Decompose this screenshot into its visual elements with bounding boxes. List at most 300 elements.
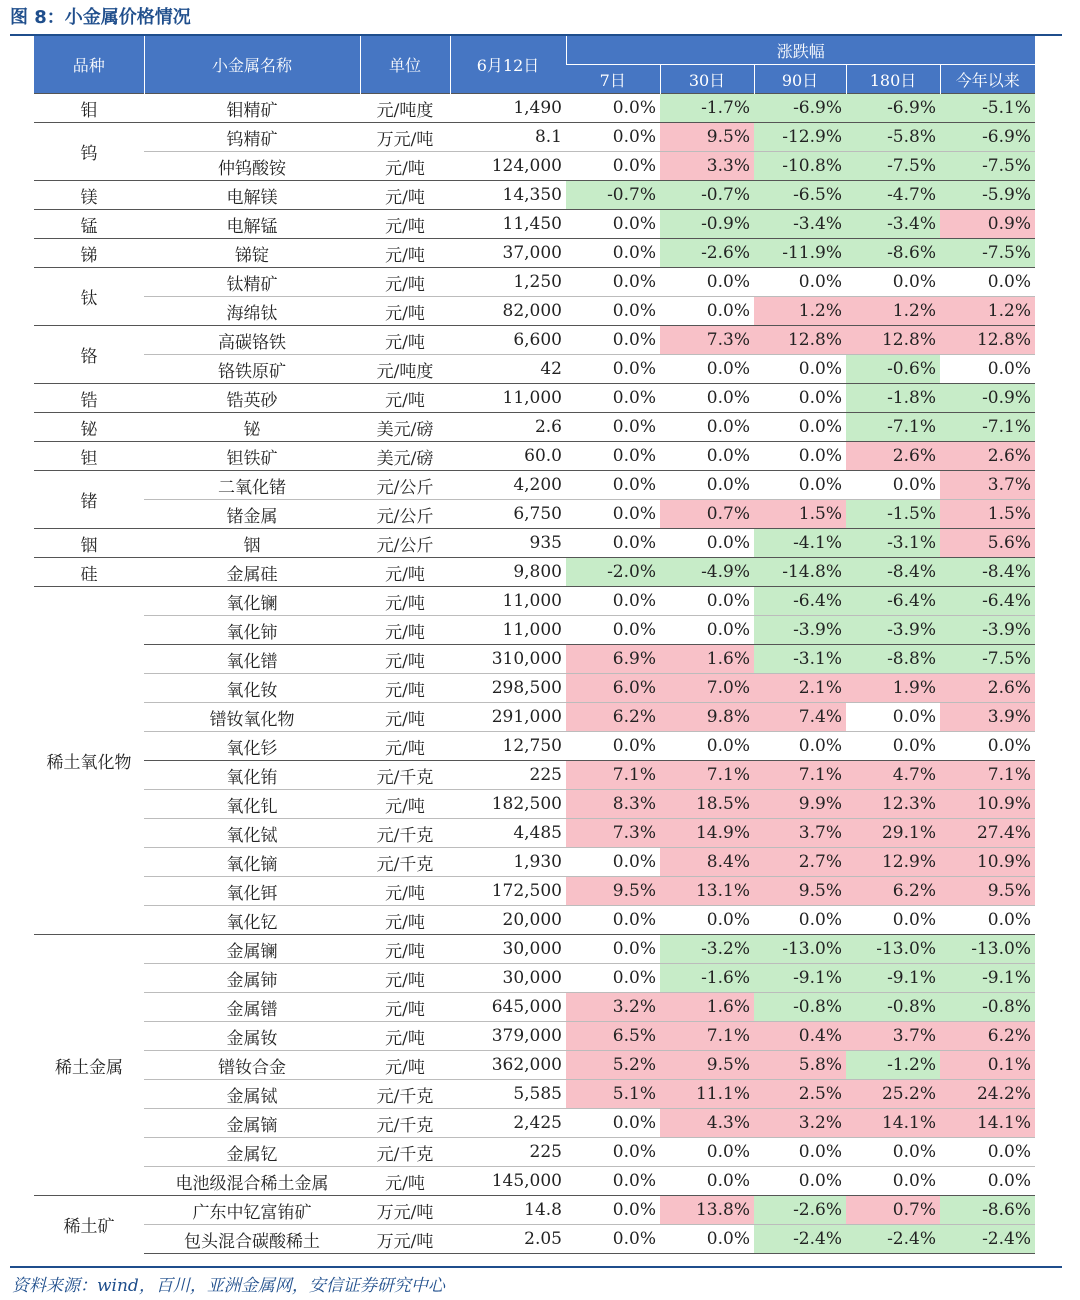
category-cell: 钼 (34, 94, 144, 123)
unit-cell: 元/吨度 (360, 94, 450, 123)
change-cell: 0.0% (566, 471, 660, 500)
metal-name: 金属铽 (144, 1080, 360, 1109)
unit-cell: 元/吨 (360, 877, 450, 906)
table-row (34, 935, 1035, 964)
metal-name: 二氧化锗 (144, 471, 360, 500)
price-cell: 60.0 (450, 442, 566, 471)
change-cell: -0.7% (566, 181, 660, 210)
change-cell: 0.0% (846, 471, 940, 500)
table-row (34, 645, 1035, 674)
category-cell: 镁 (34, 181, 144, 210)
price-cell: 20,000 (450, 906, 566, 935)
change-cell: 3.7% (940, 471, 1035, 500)
table-row (34, 732, 1035, 761)
change-cell: 0.0% (566, 326, 660, 355)
change-cell: 9.5% (566, 877, 660, 906)
change-cell: 12.8% (846, 326, 940, 355)
table-row (34, 326, 1035, 355)
metal-name: 铟 (144, 529, 360, 558)
change-cell: -6.9% (754, 94, 846, 123)
unit-cell: 元/吨 (360, 1167, 450, 1196)
change-cell: 18.5% (660, 790, 754, 819)
change-cell: -2.6% (754, 1196, 846, 1225)
metal-name: 钛精矿 (144, 268, 360, 297)
change-cell: 0.0% (754, 355, 846, 384)
change-cell: -2.4% (940, 1225, 1035, 1254)
change-cell: 0.7% (846, 1196, 940, 1225)
header-unit: 单位 (360, 36, 450, 94)
table-row (34, 471, 1035, 500)
metal-name: 钽铁矿 (144, 442, 360, 471)
change-cell: 0.0% (754, 1167, 846, 1196)
change-cell: 0.0% (566, 384, 660, 413)
change-cell: -12.9% (754, 123, 846, 152)
change-cell: 3.7% (754, 819, 846, 848)
category-cell: 锰 (34, 210, 144, 239)
price-cell: 310,000 (450, 645, 566, 674)
change-cell: 14.1% (846, 1109, 940, 1138)
change-cell: 0.1% (940, 1051, 1035, 1080)
price-cell: 225 (450, 761, 566, 790)
change-cell: 0.0% (566, 1138, 660, 1167)
metal-name: 电解锰 (144, 210, 360, 239)
table-row (34, 355, 1035, 384)
change-cell: 1.6% (660, 993, 754, 1022)
change-cell: -5.9% (940, 181, 1035, 210)
metal-name: 金属镧 (144, 935, 360, 964)
price-cell: 12,750 (450, 732, 566, 761)
table-row (34, 790, 1035, 819)
change-cell: 12.8% (940, 326, 1035, 355)
unit-cell: 元/吨 (360, 790, 450, 819)
change-cell: 27.4% (940, 819, 1035, 848)
change-cell: -6.4% (940, 587, 1035, 616)
metal-name: 锑锭 (144, 239, 360, 268)
change-cell: 0.0% (940, 732, 1035, 761)
change-cell: 10.9% (940, 790, 1035, 819)
metal-name: 金属钇 (144, 1138, 360, 1167)
change-cell: -13.0% (846, 935, 940, 964)
price-cell: 4,200 (450, 471, 566, 500)
change-cell: 0.0% (660, 471, 754, 500)
change-cell: 13.1% (660, 877, 754, 906)
change-cell: -3.9% (754, 616, 846, 645)
change-cell: 25.2% (846, 1080, 940, 1109)
change-cell: -13.0% (940, 935, 1035, 964)
category-cell: 铋 (34, 413, 144, 442)
unit-cell: 元/吨 (360, 616, 450, 645)
metal-name: 金属铈 (144, 964, 360, 993)
change-cell: 6.2% (940, 1022, 1035, 1051)
change-cell: 1.6% (660, 645, 754, 674)
change-cell: 5.6% (940, 529, 1035, 558)
metal-name: 电解镁 (144, 181, 360, 210)
price-cell: 291,000 (450, 703, 566, 732)
change-cell: 9.5% (660, 1051, 754, 1080)
change-cell: 0.0% (940, 1167, 1035, 1196)
change-cell: 7.1% (660, 1022, 754, 1051)
price-cell: 6,750 (450, 500, 566, 529)
change-cell: -13.0% (754, 935, 846, 964)
change-cell: -6.5% (754, 181, 846, 210)
unit-cell: 元/千克 (360, 819, 450, 848)
table-row (34, 152, 1035, 181)
price-cell: 82,000 (450, 297, 566, 326)
metal-name: 锆英砂 (144, 384, 360, 413)
metal-name: 氧化镝 (144, 848, 360, 877)
metal-name: 高碳铬铁 (144, 326, 360, 355)
metal-name: 氧化镧 (144, 587, 360, 616)
metal-name: 氧化镨 (144, 645, 360, 674)
change-cell: 0.0% (754, 1138, 846, 1167)
unit-cell: 元/吨 (360, 1022, 450, 1051)
change-cell: 7.1% (940, 761, 1035, 790)
change-cell: -3.4% (846, 210, 940, 239)
change-cell: 1.5% (754, 500, 846, 529)
change-cell: 6.2% (566, 703, 660, 732)
table-row (34, 877, 1035, 906)
change-cell: -0.9% (940, 384, 1035, 413)
change-cell: 7.3% (566, 819, 660, 848)
table-row (34, 384, 1035, 413)
table-row (34, 1138, 1035, 1167)
change-cell: 7.0% (660, 674, 754, 703)
change-cell: -1.5% (846, 500, 940, 529)
unit-cell: 元/千克 (360, 1080, 450, 1109)
change-cell: -9.1% (754, 964, 846, 993)
change-cell: 0.4% (754, 1022, 846, 1051)
table-row (34, 268, 1035, 297)
price-cell: 6,600 (450, 326, 566, 355)
price-cell: 935 (450, 529, 566, 558)
change-cell: -2.0% (566, 558, 660, 587)
change-cell: 2.7% (754, 848, 846, 877)
change-cell: 14.1% (940, 1109, 1035, 1138)
metal-name: 氧化钕 (144, 674, 360, 703)
change-cell: -1.2% (846, 1051, 940, 1080)
change-cell: 0.0% (846, 1138, 940, 1167)
col-ytd: 今年以来 (940, 65, 1035, 94)
change-cell: 11.1% (660, 1080, 754, 1109)
price-cell: 145,000 (450, 1167, 566, 1196)
change-cell: 9.5% (940, 877, 1035, 906)
metal-name: 电池级混合稀土金属 (144, 1167, 360, 1196)
price-cell: 30,000 (450, 964, 566, 993)
change-cell: 2.6% (940, 674, 1035, 703)
category-cell: 稀土氧化物 (34, 587, 144, 935)
change-cell: 0.0% (566, 587, 660, 616)
change-cell: 5.8% (754, 1051, 846, 1080)
metal-name: 金属镝 (144, 1109, 360, 1138)
change-cell: 0.0% (566, 529, 660, 558)
table-row (34, 674, 1035, 703)
unit-cell: 元/公斤 (360, 529, 450, 558)
bottom-rule (10, 1266, 1062, 1268)
change-cell: 12.3% (846, 790, 940, 819)
change-cell: -0.6% (846, 355, 940, 384)
price-cell: 42 (450, 355, 566, 384)
change-cell: -0.9% (660, 210, 754, 239)
unit-cell: 元/吨度 (360, 355, 450, 384)
change-cell: -5.1% (940, 94, 1035, 123)
change-cell: 0.0% (566, 442, 660, 471)
change-cell: -9.1% (846, 964, 940, 993)
change-cell: -3.4% (754, 210, 846, 239)
unit-cell: 元/吨 (360, 1051, 450, 1080)
change-cell: -8.4% (846, 558, 940, 587)
metal-name: 铬铁原矿 (144, 355, 360, 384)
change-cell: -4.1% (754, 529, 846, 558)
change-cell: 0.0% (846, 1167, 940, 1196)
change-cell: -7.1% (940, 413, 1035, 442)
col-180d: 180日 (846, 65, 940, 94)
unit-cell: 元/千克 (360, 848, 450, 877)
change-cell: -7.5% (940, 645, 1035, 674)
change-cell: 0.0% (566, 848, 660, 877)
change-cell: 1.2% (940, 297, 1035, 326)
change-cell: 3.9% (940, 703, 1035, 732)
change-cell: 0.0% (940, 1138, 1035, 1167)
change-cell: 0.0% (660, 297, 754, 326)
change-cell: -10.8% (754, 152, 846, 181)
metal-name: 广东中钇富铕矿 (144, 1196, 360, 1225)
change-cell: -8.8% (846, 645, 940, 674)
price-cell: 182,500 (450, 790, 566, 819)
change-cell: -2.6% (660, 239, 754, 268)
change-cell: -1.6% (660, 964, 754, 993)
table-row (34, 181, 1035, 210)
change-cell: 0.0% (660, 1167, 754, 1196)
metal-name: 仲钨酸铵 (144, 152, 360, 181)
table-row (34, 964, 1035, 993)
change-cell: 0.0% (660, 413, 754, 442)
price-cell: 11,000 (450, 384, 566, 413)
change-cell: 0.9% (940, 210, 1035, 239)
change-cell: 8.3% (566, 790, 660, 819)
change-cell: 0.0% (846, 732, 940, 761)
change-cell: 0.0% (566, 500, 660, 529)
price-cell: 1,250 (450, 268, 566, 297)
change-cell: 10.9% (940, 848, 1035, 877)
table-body (34, 94, 1035, 1254)
change-cell: 0.0% (660, 906, 754, 935)
unit-cell: 元/吨 (360, 587, 450, 616)
category-cell: 稀土金属 (34, 935, 144, 1196)
change-cell: -3.2% (660, 935, 754, 964)
col-90d: 90日 (754, 65, 846, 94)
change-cell: 7.4% (754, 703, 846, 732)
change-cell: 2.1% (754, 674, 846, 703)
unit-cell: 元/吨 (360, 935, 450, 964)
metal-name: 氧化铽 (144, 819, 360, 848)
change-cell: 29.1% (846, 819, 940, 848)
table-row (34, 1167, 1035, 1196)
change-cell: 0.0% (754, 471, 846, 500)
table-row (34, 906, 1035, 935)
change-cell: 0.0% (566, 732, 660, 761)
price-cell: 8.1 (450, 123, 566, 152)
change-cell: 0.0% (660, 442, 754, 471)
metal-name: 氧化钇 (144, 906, 360, 935)
table-row (34, 993, 1035, 1022)
change-cell: 9.5% (754, 877, 846, 906)
metal-name: 金属镨 (144, 993, 360, 1022)
change-cell: -1.7% (660, 94, 754, 123)
col-30d: 30日 (660, 65, 754, 94)
change-cell: 0.0% (754, 732, 846, 761)
change-cell: 0.0% (566, 210, 660, 239)
table-row (34, 442, 1035, 471)
change-cell: -6.9% (940, 123, 1035, 152)
price-cell: 2,425 (450, 1109, 566, 1138)
price-table (34, 36, 1035, 1254)
category-cell: 锆 (34, 384, 144, 413)
change-cell: 9.9% (754, 790, 846, 819)
table-row (34, 413, 1035, 442)
metal-name: 钨精矿 (144, 123, 360, 152)
price-cell: 37,000 (450, 239, 566, 268)
metal-name: 锗金属 (144, 500, 360, 529)
price-cell: 379,000 (450, 1022, 566, 1051)
change-cell: -14.8% (754, 558, 846, 587)
unit-cell: 万元/吨 (360, 1225, 450, 1254)
table-row (34, 819, 1035, 848)
category-cell: 锗 (34, 471, 144, 529)
metal-name: 铋 (144, 413, 360, 442)
price-cell: 172,500 (450, 877, 566, 906)
change-cell: -3.9% (846, 616, 940, 645)
change-cell: 0.0% (566, 355, 660, 384)
change-cell: 4.3% (660, 1109, 754, 1138)
unit-cell: 元/千克 (360, 761, 450, 790)
change-cell: 0.0% (940, 268, 1035, 297)
price-cell: 225 (450, 1138, 566, 1167)
change-cell: 0.0% (940, 355, 1035, 384)
change-cell: -7.1% (846, 413, 940, 442)
category-cell: 钨 (34, 123, 144, 181)
change-cell: 3.3% (660, 152, 754, 181)
change-cell: 0.0% (566, 616, 660, 645)
price-cell: 5,585 (450, 1080, 566, 1109)
change-cell: 0.0% (566, 935, 660, 964)
price-cell: 298,500 (450, 674, 566, 703)
col-7d: 7日 (566, 65, 660, 94)
header-price: 6月12日 (450, 36, 566, 94)
price-cell: 30,000 (450, 935, 566, 964)
change-cell: 4.7% (846, 761, 940, 790)
table-row (34, 558, 1035, 587)
table-row (34, 1196, 1035, 1225)
change-cell: 0.0% (660, 384, 754, 413)
change-cell: 13.8% (660, 1196, 754, 1225)
unit-cell: 元/吨 (360, 239, 450, 268)
unit-cell: 元/吨 (360, 674, 450, 703)
header-change-group: 涨跌幅 (566, 36, 1035, 65)
change-cell: 0.0% (754, 413, 846, 442)
change-cell: 9.8% (660, 703, 754, 732)
unit-cell: 元/吨 (360, 297, 450, 326)
change-cell: 0.0% (846, 703, 940, 732)
change-cell: 6.2% (846, 877, 940, 906)
change-cell: -7.5% (846, 152, 940, 181)
change-cell: 1.9% (846, 674, 940, 703)
change-cell: 0.0% (566, 964, 660, 993)
change-cell: 0.0% (566, 413, 660, 442)
table-row (34, 587, 1035, 616)
category-cell: 钛 (34, 268, 144, 326)
figure-title: 图 8：小金属价格情况 (10, 7, 191, 28)
unit-cell: 元/吨 (360, 645, 450, 674)
price-cell: 11,450 (450, 210, 566, 239)
metal-name: 钼精矿 (144, 94, 360, 123)
table-row (34, 529, 1035, 558)
change-cell: -11.9% (754, 239, 846, 268)
change-cell: -4.7% (846, 181, 940, 210)
table-row (34, 239, 1035, 268)
unit-cell: 元/吨 (360, 732, 450, 761)
table-row (34, 761, 1035, 790)
unit-cell: 元/吨 (360, 964, 450, 993)
change-cell: -2.4% (754, 1225, 846, 1254)
change-cell: 0.0% (566, 152, 660, 181)
change-cell: 0.0% (660, 616, 754, 645)
price-cell: 645,000 (450, 993, 566, 1022)
unit-cell: 元/千克 (360, 1109, 450, 1138)
change-cell: -3.9% (940, 616, 1035, 645)
metal-name: 镨钕氧化物 (144, 703, 360, 732)
change-cell: 14.9% (660, 819, 754, 848)
price-cell: 2.05 (450, 1225, 566, 1254)
table-row (34, 1225, 1035, 1254)
metal-name: 氧化铒 (144, 877, 360, 906)
change-cell: 7.1% (660, 761, 754, 790)
unit-cell: 元/吨 (360, 906, 450, 935)
unit-cell: 万元/吨 (360, 1196, 450, 1225)
change-cell: 0.0% (566, 1167, 660, 1196)
change-cell: 1.5% (940, 500, 1035, 529)
price-cell: 9,800 (450, 558, 566, 587)
change-cell: -0.7% (660, 181, 754, 210)
change-cell: 0.0% (940, 906, 1035, 935)
change-cell: 0.0% (660, 529, 754, 558)
change-cell: 5.2% (566, 1051, 660, 1080)
header-name: 小金属名称 (144, 36, 360, 94)
change-cell: -0.8% (940, 993, 1035, 1022)
change-cell: 5.1% (566, 1080, 660, 1109)
table-row (34, 123, 1035, 152)
price-cell: 14,350 (450, 181, 566, 210)
category-cell: 铟 (34, 529, 144, 558)
change-cell: -7.5% (940, 239, 1035, 268)
metal-name: 包头混合碳酸稀土 (144, 1225, 360, 1254)
change-cell: 0.0% (566, 239, 660, 268)
unit-cell: 万元/吨 (360, 123, 450, 152)
change-cell: -6.4% (846, 587, 940, 616)
change-cell: -0.8% (754, 993, 846, 1022)
change-cell: 1.2% (754, 297, 846, 326)
change-cell: -9.1% (940, 964, 1035, 993)
table-row (34, 297, 1035, 326)
price-cell: 11,000 (450, 587, 566, 616)
change-cell: 12.9% (846, 848, 940, 877)
change-cell: 0.0% (846, 268, 940, 297)
change-cell: 0.0% (566, 1109, 660, 1138)
unit-cell: 美元/磅 (360, 413, 450, 442)
category-cell: 硅 (34, 558, 144, 587)
table-row (34, 616, 1035, 645)
table-row (34, 1051, 1035, 1080)
unit-cell: 元/公斤 (360, 471, 450, 500)
